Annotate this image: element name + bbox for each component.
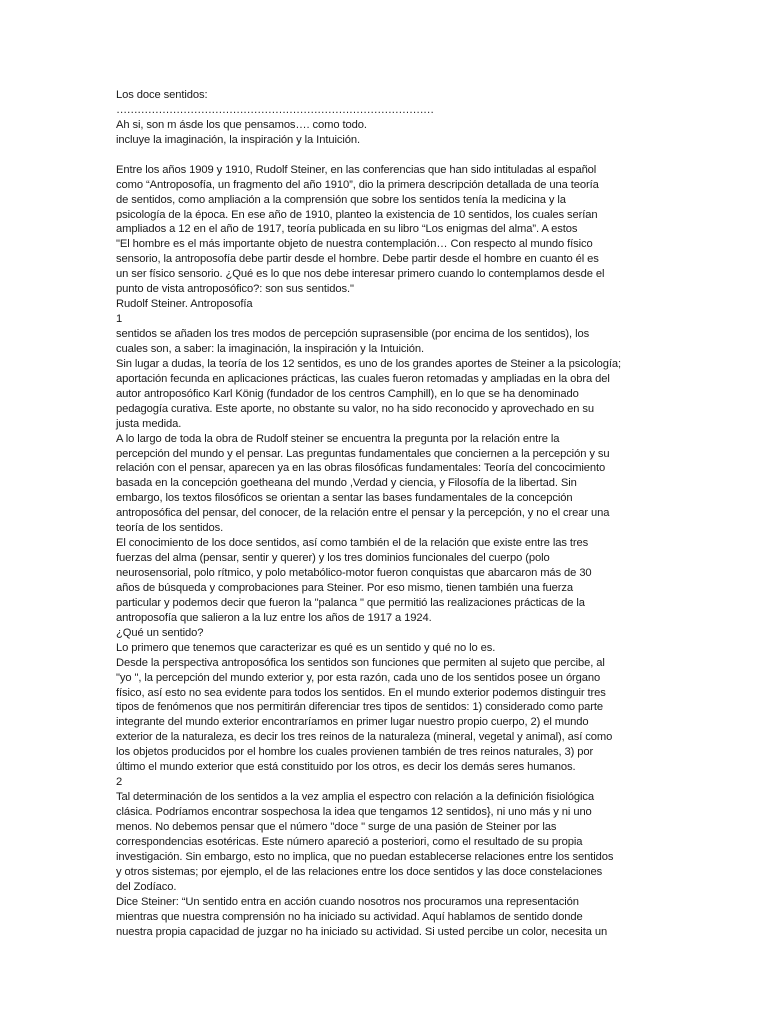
- text-line: Lo primero que tenemos que caracterizar es qué es un sentido y qué no lo es.: [116, 641, 496, 654]
- text-line: embargo, los textos filosóficos se orientan a sentar las bases fundamentales de la concepción: [116, 492, 573, 505]
- text-line: ampliados a 12 en el año de 1917, teoría publicada en su libro “Los enigmas del alma”. A estos: [116, 223, 578, 236]
- text-line: justa medida.: [116, 417, 182, 430]
- text-line: antroposofía que salieron a la luz entre los años de 1917 a 1924.: [116, 611, 432, 624]
- text-line: los objetos producidos por el hombre los cuales provienen también de tres reinos naturales, 3) por: [116, 746, 594, 759]
- intro-block: [116, 118, 656, 148]
- text-line: percepción del mundo y el pensar. Las preguntas fundamentales que conciernen a la percepción y su: [116, 447, 610, 460]
- text-line: neurosensorial, polo rítmico, y polo metabólico-motor fueron conquistas que abarcaron más de 30: [116, 567, 592, 579]
- text-line: nuestra propia capacidad de juzgar no ha iniciado su actividad. Si usted percibe un color, necesita un: [116, 925, 608, 938]
- document-page: [116, 88, 656, 939]
- text-line: correspondencias esotéricas. Este número apareció a posteriori, como el resultado de su propia: [116, 835, 583, 848]
- text-line: basada en la concepción goetheana del mundo ,Verdad y ciencia, y Filosofía de la libertad. Sin: [116, 477, 577, 490]
- text-line: A lo largo de toda la obra de Rudolf steiner se encuentra la pregunta por la relación entre la: [116, 432, 560, 445]
- text-line: Entre los años 1909 y 1910, Rudolf Steiner, en las conferencias que han sido intituladas al español: [116, 163, 597, 176]
- text-line: tipos de fenómenos que nos permitirán diferenciar tres tipos de sentidos: 1) considerado como parte: [116, 701, 603, 714]
- text-line: y otros sistemas; por ejemplo, el de las relaciones entre los doce sentidos y las doce constelaciones: [116, 865, 603, 878]
- text-line: particular y podemos decir que fueron la "palanca " que permitió las realizaciones prácticas de la: [116, 596, 585, 609]
- dotted-separator: ………………………………………………………………………………: [116, 103, 434, 116]
- document-title: Los doce sentidos:: [116, 89, 208, 101]
- text-line: años de búsqueda y comprobaciones para Steiner. Por eso mismo, tienen también una fuerza: [116, 581, 574, 594]
- text-line: Ah si, son m ásde los que pensamos…. como todo.: [116, 118, 367, 131]
- text-line: Sin lugar a dudas, la teoría de los 12 sentidos, es uno de los grandes aportes de Steiner a la psicología;: [116, 357, 621, 370]
- text-line: El conocimiento de los doce sentidos, así como también el de la relación que existe entre las tres: [116, 537, 589, 550]
- text-line: último el mundo exterior que está constituido por los otros, es decir los demás seres humanos.: [116, 761, 576, 774]
- text-line: punto de vista antroposófico?: son sus sentidos.": [116, 283, 354, 296]
- text-line: fuerzas del alma (pensar, sentir y querer) y los tres dominios funcionales del cuerpo (polo: [116, 552, 550, 565]
- text-line: Desde la perspectiva antroposófica los sentidos son funciones que permiten al sujeto que percibe, al: [116, 656, 605, 669]
- text-line: 2: [116, 776, 123, 789]
- text-line: psicología de la época. En ese año de 1910, planteo la existencia de 10 sentidos, los cuales serían: [116, 208, 598, 221]
- text-line: "yo ", la percepción del mundo exterior y, por esta razón, cada uno de los sentidos posee un órgano: [116, 671, 601, 684]
- text-line: autor antroposófico Karl König (fundador de los centros Camphill), en lo que se ha denominado: [116, 387, 579, 400]
- text-line: Dice Steiner: “Un sentido entra en acción cuando nosotros nos procuramos una representación: [116, 895, 579, 908]
- text-line: 1: [116, 313, 123, 326]
- text-line: como “Antroposofía, un fragmento del año 1910”, dio la primera descripción detallada de una teoría: [116, 178, 599, 191]
- text-line: investigación. Sin embargo, esto no implica, que no puedan establecerse relaciones entre los sentidos: [116, 850, 614, 863]
- paragraph-gap: [116, 148, 656, 163]
- text-line: físico, así esto no sea evidente para todos los sentidos. En el mundo exterior podemos distinguir tres: [116, 686, 606, 699]
- text-line: sensorio, la antroposofía debe partir desde el hombre. Debe partir desde el hombre en cuanto él es: [116, 253, 599, 266]
- text-line: ¿Qué un sentido?: [116, 626, 204, 639]
- text-line: "El hombre es el más importante objeto de nuestra contemplación… Con respecto al mundo físico: [116, 238, 593, 251]
- text-line: menos. No debemos pensar que el número "doce " surge de una pasión de Steiner por las: [116, 820, 557, 833]
- text-line: mientras que nuestra comprensión no ha iniciado su actividad. Aquí hablamos de sentido donde: [116, 910, 583, 923]
- text-line: incluye la imaginación, la inspiración y la Intuición.: [116, 133, 360, 146]
- text-line: aportación fecunda en aplicaciones prácticas, las cuales fueron retomadas y ampliadas en la obra del: [116, 372, 610, 385]
- text-line: exterior de la naturaleza, es decir los tres reinos de la naturaleza (mineral, vegetal y animal), así como: [116, 731, 613, 744]
- text-line: clásica. Podríamos encontrar sospechosa la idea que tengamos 12 sentidos}, ni uno más y ni uno: [116, 806, 592, 818]
- text-line: sentidos se añaden los tres modos de percepción suprasensible (por encima de los sentidos), los: [116, 328, 590, 340]
- body-text: [116, 163, 656, 940]
- text-line: integrante del mundo exterior encontraríamos en primer lugar nuestro propio cuerpo, 2) el mundo: [116, 716, 589, 729]
- text-line: Rudolf Steiner. Antroposofía: [116, 298, 253, 311]
- text-line: teoría de los sentidos.: [116, 522, 224, 535]
- text-line: antroposófica del pensar, del conocer, de la relación entre el pensar y la percepción, y no el crear una: [116, 507, 610, 520]
- text-line: pedagogía curativa. Este aporte, no obstante su valor, no ha sido reconocido y aprovechado en su: [116, 402, 595, 415]
- text-line: de sentidos, como ampliación a la comprensión que sobre los sentidos tenía la medicina y la: [116, 193, 566, 206]
- text-line: Tal determinación de los sentidos a la vez amplia el espectro con relación a la definición fisiológica: [116, 791, 594, 804]
- text-line: un ser físico sensorio. ¿Qué es lo que nos debe interesar primero cuando lo contemplamos desde el: [116, 268, 605, 281]
- text-line: del Zodíaco.: [116, 880, 177, 893]
- text-line: relación con el pensar, aparecen ya en las obras filosóficas fundamentales: Teoría del concocimiento: [116, 462, 606, 475]
- text-line: cuales son, a saber: la imaginación, la inspiración y la Intuición.: [116, 342, 424, 355]
